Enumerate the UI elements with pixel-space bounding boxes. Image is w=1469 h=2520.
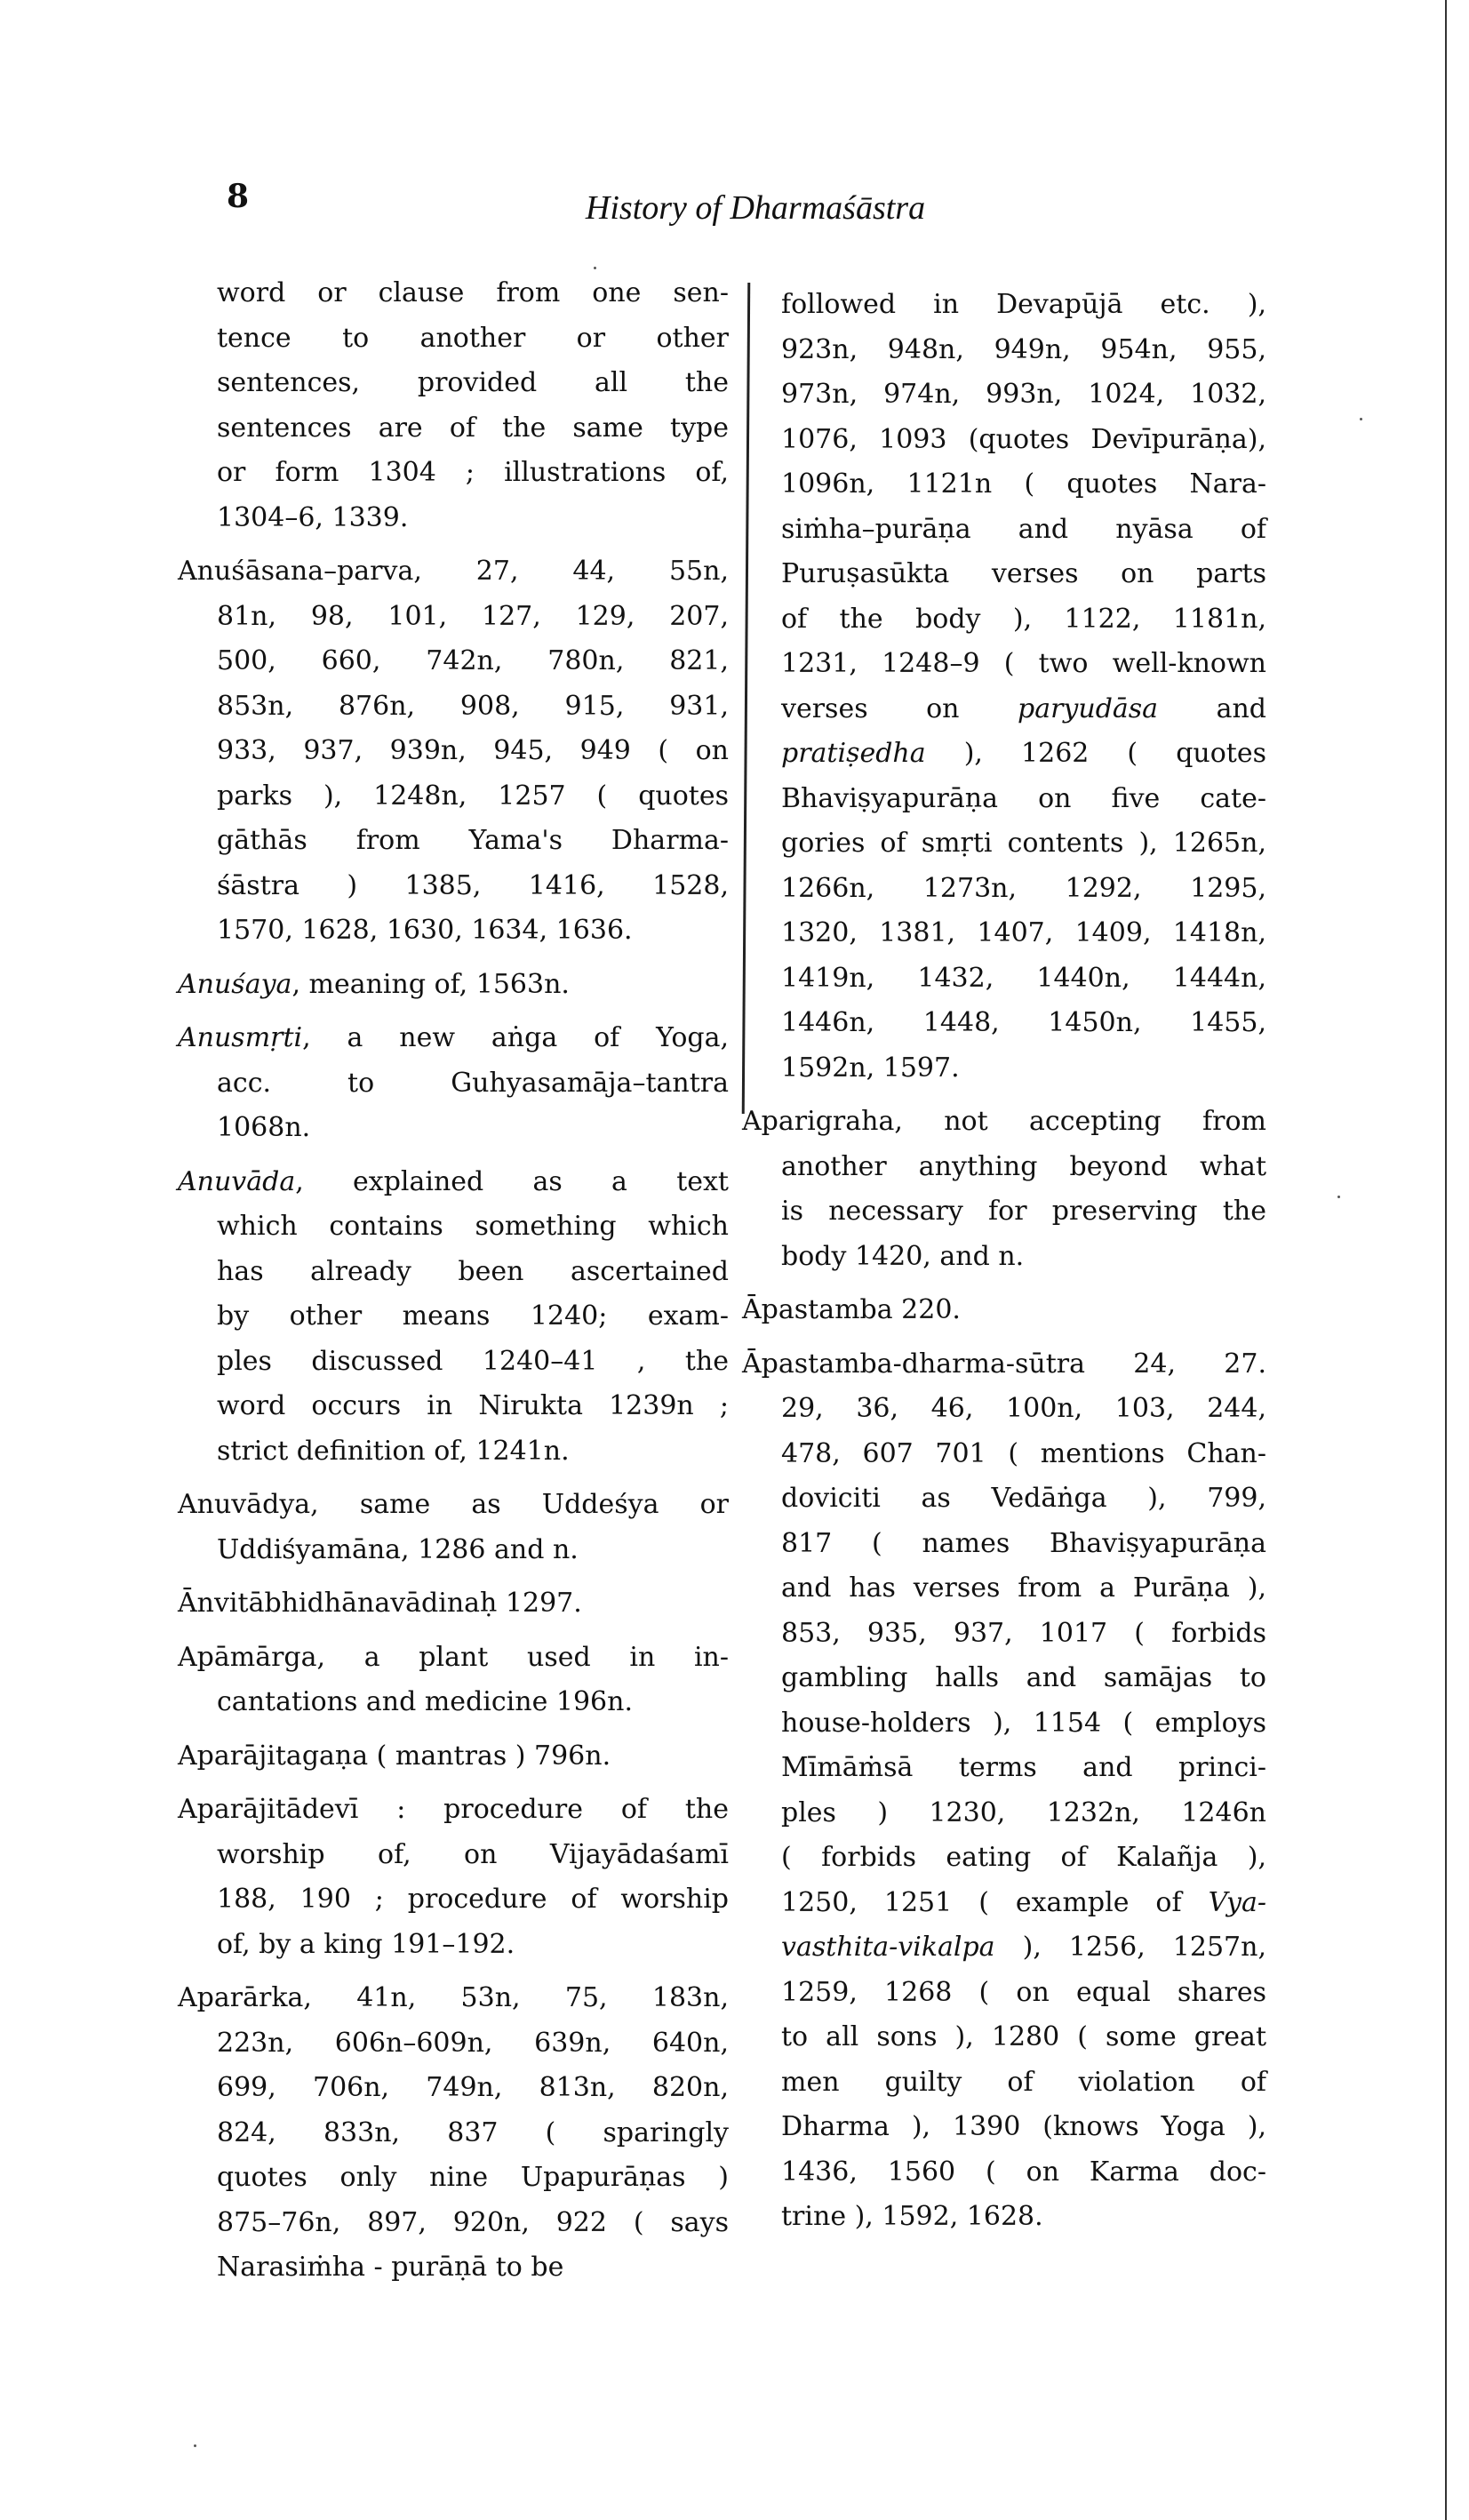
index-entry-continued (178, 271, 729, 540)
index-line: cantations and medicine 196n. (217, 1686, 633, 1717)
index-line: 500, 660, 742n, 780n, 821, (217, 645, 729, 676)
index-line: Apāmārga, a plant used in in- (178, 1641, 729, 1673)
index-entry (178, 1976, 729, 2291)
index-line: which contains something which (217, 1211, 729, 1242)
index-line: 853n, 876n, 908, 915, 931, (217, 690, 729, 722)
index-line: worship of, on Vijayādaśamī (217, 1838, 729, 1870)
index-line: by other means 1240; exam- (217, 1300, 729, 1332)
index-entry (178, 1483, 729, 1572)
index-line: 1304–6, 1339. (217, 501, 409, 533)
italic-term: Anusmṛti (178, 1022, 303, 1053)
index-entry (178, 1636, 729, 1725)
index-line: 933, 937, 939n, 945, 949 ( on (217, 735, 729, 766)
page-number: 8 (227, 178, 250, 215)
index-line: another anything beyond what (781, 1150, 1266, 1182)
index-line: of the body ), 1122, 1181n, (781, 603, 1266, 635)
index-line: 817 ( names Bhaviṣyapurāṇa (781, 1527, 1266, 1559)
index-line (742, 1925, 1266, 1971)
index-line: Aparārka, 41n, 53n, 75, 183n, (178, 1982, 729, 2013)
index-line: siṁha–purāṇa and nyāsa of (781, 513, 1266, 545)
italic-term: pratiṣedha (781, 738, 926, 769)
index-line: to all sons ), 1280 ( some great (781, 2021, 1266, 2052)
index-line: followed in Devapūjā etc. ), (781, 289, 1266, 320)
scan-speck (594, 267, 596, 269)
running-title: History of Dharmaśāstra (585, 189, 926, 227)
scan-speck (1337, 1196, 1340, 1198)
index-line: 699, 706n, 749n, 813n, 820n, (217, 2072, 729, 2103)
scan-speck (194, 2444, 196, 2447)
index-line: Aparājitādevī : procedure of the (178, 1794, 729, 1825)
index-line (742, 732, 1266, 777)
index-line: 824, 833n, 837 ( sparingly (217, 2116, 729, 2148)
index-line: word or clause from one sen- (217, 277, 729, 308)
index-line: has already been ascertained (217, 1255, 729, 1287)
text-segment: and (1158, 692, 1266, 724)
index-line: 29, 36, 46, 100n, 103, 244, (781, 1393, 1266, 1424)
index-entry (178, 1788, 729, 1967)
index-line: and has verses from a Purāṇa ), (781, 1572, 1266, 1604)
index-line: 1096n, 1121n ( quotes Nara- (781, 468, 1266, 500)
italic-term: vasthita-vikalpa (781, 1932, 995, 1963)
index-entry (742, 1288, 1266, 1333)
index-line: or form 1304 ; illustrations of, (217, 457, 729, 488)
index-line: Uddiśyamāna, 1286 and n. (217, 1533, 579, 1565)
index-line (742, 1881, 1266, 1926)
index-line: word occurs in Nirukta 1239n ; (217, 1390, 729, 1421)
index-line: 81n, 98, 101, 127, 129, 207, (217, 600, 729, 632)
text-segment: 1250, 1251 ( example of (781, 1886, 1209, 1918)
index-line: of, by a king 191–192. (217, 1928, 515, 1960)
index-line: is necessary for preserving the (781, 1196, 1266, 1227)
index-line: house-holders ), 1154 ( employs (781, 1707, 1266, 1739)
index-line: tence to another or other (217, 322, 729, 354)
index-line: 1076, 1093 (quotes Devīpurāṇa), (781, 423, 1266, 455)
index-line: Anuśāsana–parva, 27, 44, 55n, (178, 556, 729, 587)
text-segment: , meaning of, 1563n. (291, 968, 570, 1000)
index-line: 1436, 1560 ( on Karma doc- (781, 2156, 1266, 2188)
index-line: Dharma ), 1390 (knows Yoga ), (781, 2111, 1266, 2142)
index-line: Aparājitagaṇa ( mantras ) 796n. (178, 1740, 611, 1772)
index-line: Mīmāṁsā terms and princi- (781, 1752, 1266, 1783)
index-line: ples ) 1230, 1232n, 1246n (781, 1796, 1266, 1828)
index-entry (742, 1100, 1266, 1279)
index-entry (178, 963, 729, 1008)
italic-term: Anuśaya (178, 968, 292, 1000)
index-entry (178, 1160, 729, 1475)
index-line: sentences, provided all the (217, 367, 729, 398)
index-line (742, 687, 1266, 732)
index-line: gambling halls and samājas to (781, 1662, 1266, 1693)
index-line: 1068n. (217, 1112, 311, 1143)
index-line: Āpastamba 220. (742, 1294, 961, 1325)
index-line: 1570, 1628, 1630, 1634, 1636. (217, 915, 633, 946)
index-line: 1446n, 1448, 1450n, 1455, (781, 1007, 1266, 1038)
index-line: ples discussed 1240–41 , the (217, 1345, 729, 1377)
index-line: sentences are of the same type (217, 412, 729, 444)
index-line: Narasiṁha - purāṇā to be (217, 2252, 564, 2283)
index-entry (178, 549, 729, 954)
index-line: 923n, 948n, 949n, 954n, 955, (781, 333, 1266, 365)
index-line: acc. to Guhyasamāja–tantra (217, 1067, 729, 1099)
index-line: Aparigraha, not accepting from (742, 1106, 1266, 1137)
index-line: 973n, 974n, 993n, 1024, 1032, (781, 379, 1266, 410)
index-line: gories of smṛti contents ), 1265n, (781, 828, 1266, 859)
index-line: Puruṣasūkta verses on parts (781, 558, 1266, 589)
index-line: 1320, 1381, 1407, 1409, 1418n, (781, 917, 1266, 948)
index-line: ( forbids eating of Kalañja ), (781, 1842, 1266, 1873)
index-line: 1419n, 1432, 1440n, 1444n, (781, 962, 1266, 994)
index-line (178, 1160, 729, 1205)
index-line: śāstra ) 1385, 1416, 1528, (217, 869, 729, 901)
text-segment: , a new aṅga of Yoga, (302, 1022, 729, 1053)
index-line: 478, 607 701 ( mentions Chan- (781, 1437, 1266, 1469)
index-column-right (742, 283, 1266, 2249)
index-line: Anuvādya, same as Uddeśya or (178, 1489, 729, 1520)
index-line: 1231, 1248–9 ( two well-known (781, 648, 1266, 679)
index-line: body 1420, and n. (781, 1240, 1025, 1272)
index-line: Bhaviṣyapurāṇa on five cate- (781, 782, 1266, 814)
index-line: quotes only nine Upapurāṇas ) (217, 2162, 729, 2193)
page-edge-line (1445, 0, 1447, 2520)
text-segment: ), 1262 ( quotes (925, 738, 1266, 769)
index-entry (178, 1016, 729, 1151)
index-line: 875–76n, 897, 920n, 922 ( says (217, 2206, 729, 2238)
index-line: 223n, 606n–609n, 639n, 640n, (217, 2027, 729, 2059)
index-line: 1592n, 1597. (781, 1052, 960, 1084)
index-entry (178, 1734, 729, 1780)
index-column-left (178, 271, 729, 2300)
index-line: 1259, 1268 ( on equal shares (781, 1976, 1266, 2008)
index-line: Ānvitābhidhānavādinaḥ 1297. (178, 1588, 582, 1619)
index-line: 188, 190 ; procedure of worship (217, 1884, 729, 1915)
index-line: men guilty of violation of (781, 2066, 1266, 2098)
index-line: strict definition of, 1241n. (217, 1435, 570, 1467)
text-segment: verses on (781, 692, 1018, 724)
index-entry (178, 1581, 729, 1627)
scan-speck (1360, 418, 1362, 420)
text-segment: ), 1256, 1257n, (994, 1932, 1266, 1963)
index-line: doviciti as Vedāṅga ), 799, (781, 1483, 1266, 1514)
italic-term: paryudāsa (1018, 692, 1159, 724)
index-line: 1266n, 1273n, 1292, 1295, (781, 872, 1266, 904)
index-line: gāthās from Yama's Dharma- (217, 825, 729, 856)
italic-term: Anuvāda (178, 1165, 296, 1197)
index-line: trine ), 1592, 1628. (781, 2201, 1043, 2232)
italic-term: Vya- (1208, 1886, 1266, 1918)
index-line: Āpastamba-dharma-sūtra 24, 27. (742, 1348, 1266, 1380)
index-line: parks ), 1248n, 1257 ( quotes (217, 780, 729, 812)
text-segment: , explained as a text (295, 1165, 729, 1197)
index-entry-continued (742, 283, 1266, 1091)
index-line (178, 963, 729, 1008)
index-line: 853, 935, 937, 1017 ( forbids (781, 1617, 1266, 1649)
index-entry (742, 1342, 1266, 2240)
index-line (178, 1016, 729, 1061)
